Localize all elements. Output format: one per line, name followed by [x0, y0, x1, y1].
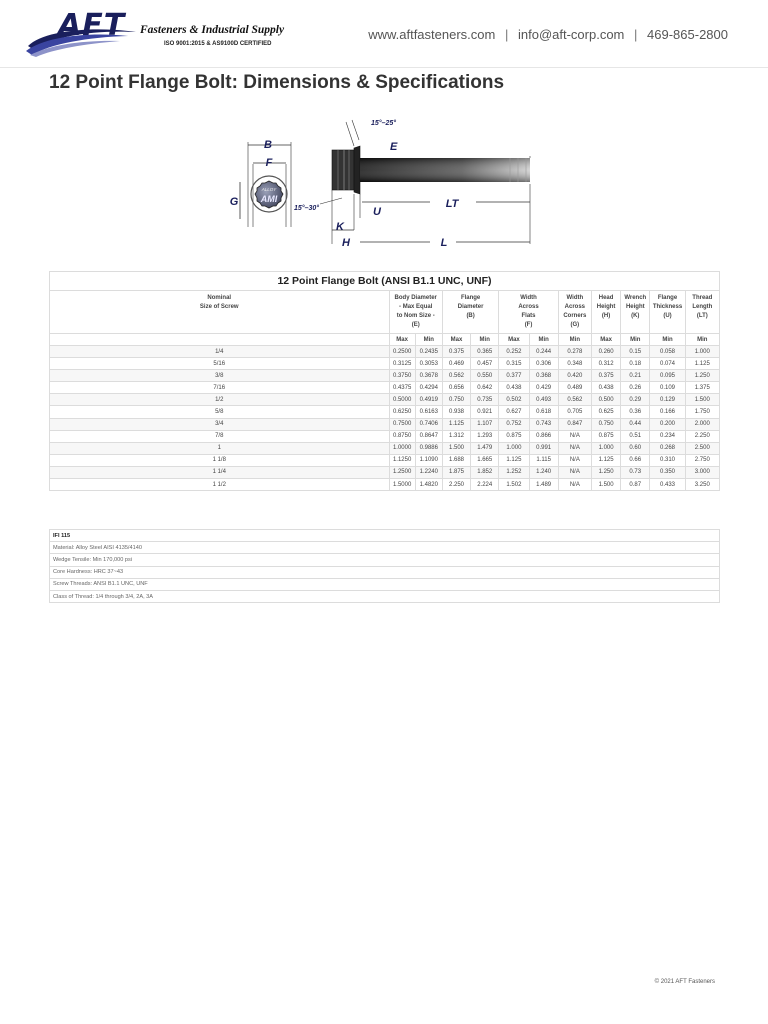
label-h: H	[342, 237, 350, 249]
value-cell: 0.7500	[389, 418, 415, 430]
value-cell: 1.252	[499, 466, 529, 478]
head-marking-alloy: ALLOY	[261, 187, 277, 192]
value-cell: 1.000	[499, 442, 529, 454]
label-u: U	[373, 206, 381, 218]
header-body-diameter: Body Diameter - Max Equal to Nom Size - (E)	[389, 291, 442, 334]
value-cell: 0.278	[558, 346, 591, 358]
table-row	[50, 466, 720, 478]
subheader-cell: Max	[389, 334, 415, 346]
value-cell: 0.938	[442, 406, 470, 418]
subheader-cell: Max	[591, 334, 620, 346]
size-cell: 1 1/8	[50, 454, 390, 466]
value-cell: 1.502	[499, 479, 529, 491]
value-cell: 0.7406	[415, 418, 442, 430]
size-cell: 1	[50, 442, 390, 454]
size-cell: 1/4	[50, 346, 390, 358]
ifi-title: IFI 115	[50, 530, 720, 542]
ifi-screw-threads: Screw Threads: ANSI B1.1 UNC, UNF	[50, 578, 720, 590]
value-cell: 1.125	[685, 358, 719, 370]
value-cell: N/A	[558, 442, 591, 454]
value-cell: 0.234	[650, 430, 685, 442]
value-cell: 0.260	[591, 346, 620, 358]
value-cell: 0.375	[442, 346, 470, 358]
value-cell: 0.109	[650, 382, 685, 394]
subheader-cell: Min	[415, 334, 442, 346]
value-cell: 0.44	[621, 418, 650, 430]
value-cell: 0.6163	[415, 406, 442, 418]
value-cell: 0.750	[442, 394, 470, 406]
subheader-cell: Min	[471, 334, 499, 346]
value-cell: 0.420	[558, 370, 591, 382]
value-cell: 2.500	[685, 442, 719, 454]
value-cell: 2.750	[685, 454, 719, 466]
value-cell: 3.250	[685, 479, 719, 491]
value-cell: 1.852	[471, 466, 499, 478]
value-cell: 0.66	[621, 454, 650, 466]
subheader-cell: Min	[650, 334, 685, 346]
label-e: E	[390, 141, 398, 153]
value-cell: 0.18	[621, 358, 650, 370]
value-cell: 0.550	[471, 370, 499, 382]
value-cell: 0.4375	[389, 382, 415, 394]
value-cell: 1.375	[685, 382, 719, 394]
value-cell: 1.115	[529, 454, 558, 466]
value-cell: 0.095	[650, 370, 685, 382]
value-cell: 0.368	[529, 370, 558, 382]
value-cell: 0.36	[621, 406, 650, 418]
header-nominal: Nominal Size of Screw	[50, 291, 390, 334]
website-link[interactable]: www.aftfasteners.com	[368, 27, 496, 42]
value-cell: 0.60	[621, 442, 650, 454]
value-cell: 0.73	[621, 466, 650, 478]
value-cell: 0.244	[529, 346, 558, 358]
value-cell: 0.8647	[415, 430, 442, 442]
value-cell: 2.250	[442, 479, 470, 491]
value-cell: 0.166	[650, 406, 685, 418]
size-cell: 5/16	[50, 358, 390, 370]
value-cell: 0.562	[442, 370, 470, 382]
table-row	[50, 370, 720, 382]
ifi-wedge-tensile: Wedge Tensile: Min 170,000 psi	[50, 554, 720, 566]
label-angle-top: 15°–25°	[371, 120, 397, 127]
value-cell: 1.125	[591, 454, 620, 466]
size-cell: 3/8	[50, 370, 390, 382]
value-cell: 0.375	[591, 370, 620, 382]
contact-separator: |	[634, 27, 638, 42]
value-cell: 0.4919	[415, 394, 442, 406]
value-cell: 1.500	[685, 394, 719, 406]
value-cell: 1.0000	[389, 442, 415, 454]
value-cell: 0.350	[650, 466, 685, 478]
value-cell: 0.656	[442, 382, 470, 394]
value-cell: 0.489	[558, 382, 591, 394]
value-cell: 0.365	[471, 346, 499, 358]
label-lt: LT	[445, 198, 459, 210]
header-width-across-corners: Width Across Corners (G)	[558, 291, 591, 334]
value-cell: 1.489	[529, 479, 558, 491]
value-cell: 0.51	[621, 430, 650, 442]
size-cell: 1/2	[50, 394, 390, 406]
value-cell: N/A	[558, 454, 591, 466]
value-cell: 1.4820	[415, 479, 442, 491]
value-cell: 0.875	[591, 430, 620, 442]
label-angle-bottom: 15°–30°	[294, 205, 320, 212]
value-cell: 1.240	[529, 466, 558, 478]
table-row	[50, 406, 720, 418]
value-cell: 0.268	[650, 442, 685, 454]
size-cell: 7/8	[50, 430, 390, 442]
header-flange-thickness: Flange Thickness (U)	[650, 291, 685, 334]
table-row	[50, 418, 720, 430]
value-cell: 0.5000	[389, 394, 415, 406]
value-cell: 0.493	[529, 394, 558, 406]
value-cell: 0.4294	[415, 382, 442, 394]
value-cell: 0.058	[650, 346, 685, 358]
size-cell: 5/8	[50, 406, 390, 418]
label-b: B	[264, 139, 272, 151]
bolt-head-end-view	[230, 139, 291, 227]
table-row	[50, 382, 720, 394]
value-cell: 1.5000	[389, 479, 415, 491]
ifi-table	[49, 529, 720, 603]
table-row	[50, 454, 720, 466]
logo-text: AFT	[58, 8, 126, 43]
bolt-diagram	[220, 112, 550, 252]
value-cell: 0.29	[621, 394, 650, 406]
value-cell: 0.15	[621, 346, 650, 358]
value-cell: 0.3678	[415, 370, 442, 382]
value-cell: N/A	[558, 479, 591, 491]
ifi-class-of-thread: Class of Thread: 1/4 through 3/4, 2A, 3A	[50, 590, 720, 602]
value-cell: 2.250	[685, 430, 719, 442]
value-cell: 0.438	[591, 382, 620, 394]
value-cell: 1.500	[591, 479, 620, 491]
email-link[interactable]: info@aft-corp.com	[517, 27, 625, 42]
value-cell: 2.224	[471, 479, 499, 491]
value-cell: 1.750	[685, 406, 719, 418]
value-cell: 1.293	[471, 430, 499, 442]
footer-copyright: © 2021 AFT Fasteners	[654, 979, 715, 985]
subheader-cell: Min	[621, 334, 650, 346]
spec-table-body	[50, 346, 720, 491]
value-cell: 0.3053	[415, 358, 442, 370]
contact-bar	[368, 27, 728, 42]
label-l: L	[440, 237, 448, 249]
value-cell: 0.315	[499, 358, 529, 370]
value-cell: 0.875	[499, 430, 529, 442]
spec-table-header-row	[50, 291, 720, 334]
value-cell: 1.665	[471, 454, 499, 466]
value-cell: 0.750	[591, 418, 620, 430]
value-cell: 0.743	[529, 418, 558, 430]
value-cell: 1.875	[442, 466, 470, 478]
value-cell: 0.991	[529, 442, 558, 454]
value-cell: 0.921	[471, 406, 499, 418]
size-cell: 1 1/2	[50, 479, 390, 491]
value-cell: 0.21	[621, 370, 650, 382]
value-cell: 0.252	[499, 346, 529, 358]
page-title: 12 Point Flange Bolt: Dimensions & Specifications	[49, 72, 505, 93]
value-cell: 1.250	[685, 370, 719, 382]
value-cell: 0.312	[591, 358, 620, 370]
value-cell: 2.000	[685, 418, 719, 430]
value-cell: 1.312	[442, 430, 470, 442]
phone-link[interactable]: 469-865-2800	[647, 27, 728, 42]
label-g: G	[229, 196, 239, 208]
spec-table-caption: 12 Point Flange Bolt (ANSI B1.1 UNC, UNF)	[50, 272, 720, 291]
value-cell: 0.129	[650, 394, 685, 406]
label-k: K	[336, 221, 344, 233]
subheader-cell: Max	[499, 334, 529, 346]
value-cell: 0.469	[442, 358, 470, 370]
subheader-cell: Max	[442, 334, 470, 346]
value-cell: 1.250	[591, 466, 620, 478]
value-cell: 0.310	[650, 454, 685, 466]
value-cell: 0.200	[650, 418, 685, 430]
ifi-core-hardness: Core Hardness: HRC 37~43	[50, 566, 720, 578]
header-wrench-height: Wrench Height (K)	[621, 291, 650, 334]
contact-separator: |	[504, 27, 509, 42]
value-cell: 0.9886	[415, 442, 442, 454]
value-cell: 0.847	[558, 418, 591, 430]
value-cell: 0.502	[499, 394, 529, 406]
table-row	[50, 346, 720, 358]
value-cell: 0.2435	[415, 346, 442, 358]
value-cell: 0.074	[650, 358, 685, 370]
value-cell: 0.429	[529, 382, 558, 394]
value-cell: 0.562	[558, 394, 591, 406]
value-cell: 0.26	[621, 382, 650, 394]
value-cell: 1.2240	[415, 466, 442, 478]
value-cell: 0.348	[558, 358, 591, 370]
value-cell: 0.438	[499, 382, 529, 394]
ifi-material: Material: Alloy Steel AISI 4135/4140	[50, 542, 720, 554]
header-flange-diameter: Flange Diameter (B)	[442, 291, 498, 334]
value-cell: 0.752	[499, 418, 529, 430]
site-header	[0, 0, 768, 68]
size-cell: 3/4	[50, 418, 390, 430]
value-cell: 1.479	[471, 442, 499, 454]
size-cell: 1 1/4	[50, 466, 390, 478]
value-cell: 0.618	[529, 406, 558, 418]
head-marking-ami: AMI	[260, 194, 278, 204]
value-cell: 0.735	[471, 394, 499, 406]
value-cell: 1.500	[442, 442, 470, 454]
subheader-cell: Min	[685, 334, 719, 346]
bolt-side-view	[294, 119, 530, 249]
value-cell: 0.2500	[389, 346, 415, 358]
table-row	[50, 394, 720, 406]
label-f: F	[265, 157, 273, 169]
value-cell: 0.377	[499, 370, 529, 382]
subheader-cell: Min	[529, 334, 558, 346]
value-cell: 0.642	[471, 382, 499, 394]
size-cell: 7/16	[50, 382, 390, 394]
value-cell: 1.1250	[389, 454, 415, 466]
value-cell: 0.866	[529, 430, 558, 442]
value-cell: 1.1090	[415, 454, 442, 466]
value-cell: N/A	[558, 430, 591, 442]
logo-tagline: Fasteners & Industrial Supply	[140, 24, 285, 36]
spec-table	[49, 271, 720, 491]
value-cell: 0.87	[621, 479, 650, 491]
subheader-cell: Min	[558, 334, 591, 346]
value-cell: 1.000	[685, 346, 719, 358]
table-row	[50, 442, 720, 454]
table-row	[50, 430, 720, 442]
value-cell: 1.000	[591, 442, 620, 454]
value-cell: 0.433	[650, 479, 685, 491]
subheader-blank	[50, 334, 390, 346]
value-cell: 0.3125	[389, 358, 415, 370]
value-cell: 1.688	[442, 454, 470, 466]
value-cell: 1.125	[442, 418, 470, 430]
value-cell: 0.625	[591, 406, 620, 418]
value-cell: 0.306	[529, 358, 558, 370]
header-head-height: Head Height (H)	[591, 291, 620, 334]
value-cell: N/A	[558, 466, 591, 478]
value-cell: 3.000	[685, 466, 719, 478]
table-row	[50, 479, 720, 491]
value-cell: 0.6250	[389, 406, 415, 418]
header-thread-length: Thread Length (LT)	[685, 291, 719, 334]
header-width-across-flats: Width Across Flats (F)	[499, 291, 558, 334]
value-cell: 0.627	[499, 406, 529, 418]
spec-table-subheader-row	[50, 334, 720, 346]
value-cell: 0.457	[471, 358, 499, 370]
value-cell: 0.3750	[389, 370, 415, 382]
table-row	[50, 358, 720, 370]
value-cell: 1.125	[499, 454, 529, 466]
value-cell: 0.8750	[389, 430, 415, 442]
value-cell: 1.107	[471, 418, 499, 430]
value-cell: 0.500	[591, 394, 620, 406]
value-cell: 1.2500	[389, 466, 415, 478]
aft-logo[interactable]	[24, 10, 314, 60]
logo-certification: ISO 9001:2015 & AS9100D CERTIFIED	[164, 41, 272, 47]
value-cell: 0.705	[558, 406, 591, 418]
